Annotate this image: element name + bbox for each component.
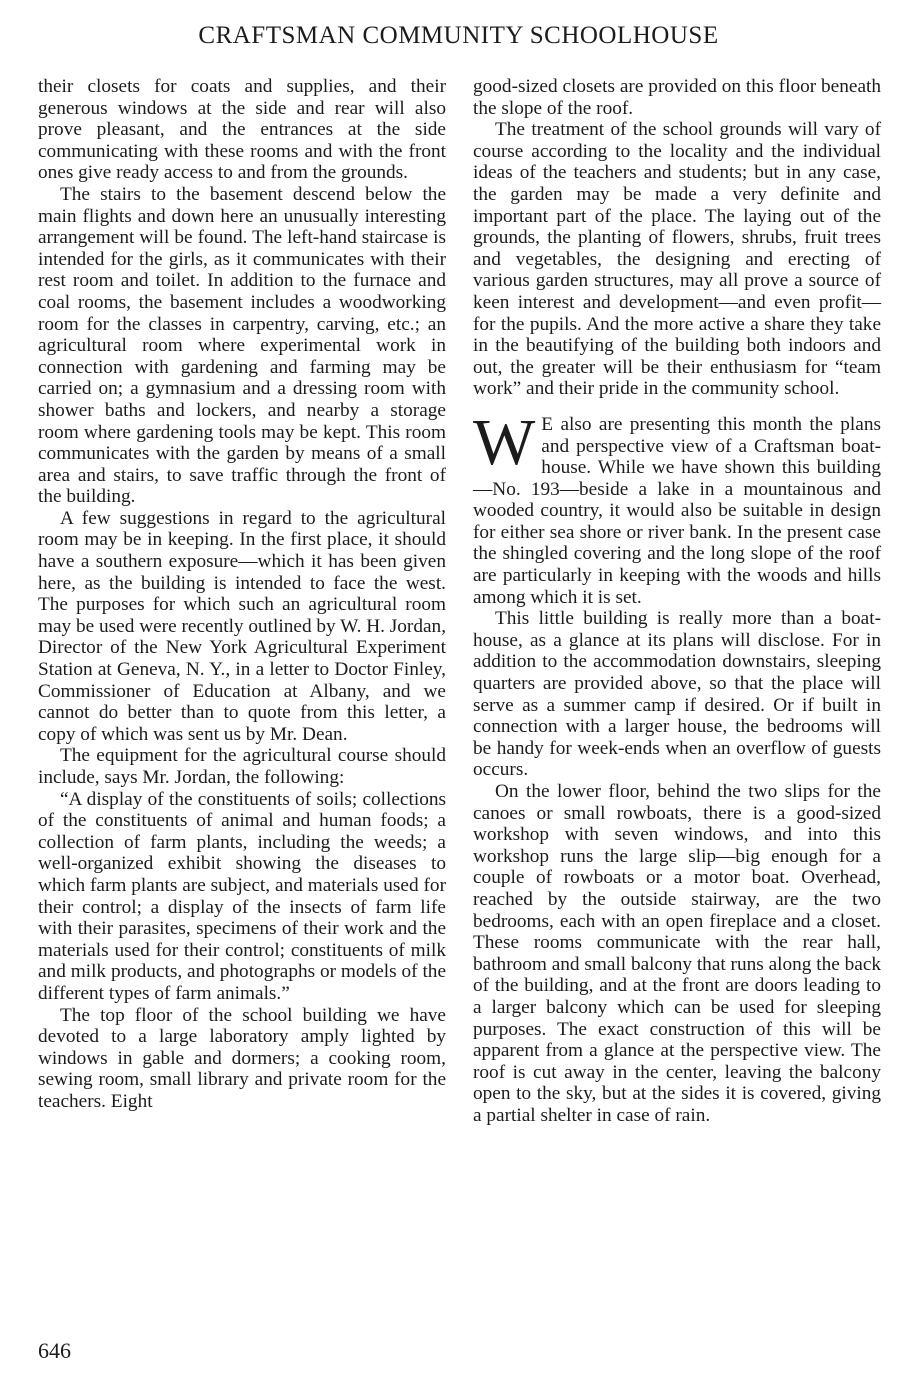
left-column xyxy=(38,76,446,1113)
right-column xyxy=(473,76,881,1127)
paragraph: This little building is really more than a boat-house, as a glance at its plans will disclose. For in addition to the accommodation downstairs, sleeping quarters are provided above, so that the place will serve as a summer camp if desired. Or if built in connection with a larger house, the bedrooms will be handy for week-ends when an overflow of guests occurs. xyxy=(473,608,881,781)
section-paragraph xyxy=(473,405,881,608)
paragraph: The equipment for the agricultural course should include, says Mr. Jordan, the following: xyxy=(38,745,446,788)
paragraph: good-sized closets are provided on this floor beneath the slope of the roof. xyxy=(473,76,881,119)
paragraph: On the lower floor, behind the two slips for the canoes or small rowboats, there is a good-sized workshop with seven windows, and into this workshop runs the large slip—big enough for a couple of rowboats or a motor boat. Overhead, reached by the outside stairway, are the two bedrooms, each with an open fireplace and a closet. These rooms communicate with the rear hall, bathroom and small balcony that runs along the back of the building, and at the front are doors leading to a larger balcony which can be used for sleeping purposes. The exact construction of this will be apparent from a glance at the perspective view. The roof is cut away in the center, leaving the balcony open to the sky, but at the sides it is covered, giving a partial shelter in case of rain. xyxy=(473,781,882,1126)
paragraph: their closets for coats and supplies, and their generous windows at the side and rear will also prove pleasant, and the entrances at the side communicating with these rooms and with the front ones give ready access to and from the grounds. xyxy=(38,76,446,184)
paragraph-text: E also are presenting this month the plans and perspective view of a Craftsman boat-house. While we have shown this building—No. 193—beside a lake in a mountainous and wooded country, it would also be suitable in design for either sea shore or river bank. In the present case the shingled covering and the long slope of the roof are particularly in keeping with the woods and hills among which it is set. xyxy=(473,413,881,608)
page-number: 646 xyxy=(38,1338,71,1363)
paragraph: A few suggestions in regard to the agricultural room may be in keeping. In the first place, it should have a southern exposure—which it has been given here, as the building is intended to face the west. The purposes for which such an agricultural room may be used were recently outlined by W. H. Jordan, Director of the New York Agricultural Experiment Station at Geneva, N. Y., in a letter to Doctor Finley, Commissioner of Education at Albany, and we cannot do better than to quote from this letter, a copy of which was sent us by Mr. Dean. xyxy=(38,507,447,745)
paragraph: The stairs to the basement descend below the main flights and down here an unusually interesting arrangement will be found. The left-hand staircase is intended for the girls, as it communicates with their rest room and toilet. In addition to the furnace and coal rooms, the basement includes a woodworking room for the classes in carpentry, carving, etc.; an agricultural room where experimental work in connection with gardening and farming may be carried on; a gymnasium and a dressing room with shower baths and lockers, and nearby a storage room where gardening tools may be kept. This room communicates with the garden by means of a small area and stairs, to save traffic through the front of the building. xyxy=(38,183,446,508)
page-title: CRAFTSMAN COMMUNITY SCHOOLHOUSE xyxy=(198,22,719,49)
paragraph: The treatment of the school grounds will vary of course according to the locality and the individual ideas of the teachers and students; but in any case, the garden may be made a very definite and important part of the place. The laying out of the grounds, the planting of flowers, shrubs, fruit trees and vegetables, the designing and erecting of various garden structures, may all prove a source of keen interest and development—and even profit—for the pupils. And the more active a share they take in the beautifying of the building both indoors and out, the greater will be their enthusiasm for “team work” and their pride in the community school. xyxy=(473,119,881,400)
paragraph: The top floor of the school building we have devoted to a large laboratory amply lighted by windows in gable and dormers; a cooking room, sewing room, small library and private room for the teachers. Eight xyxy=(38,1004,446,1112)
drop-cap: W xyxy=(473,405,536,479)
quotation-paragraph: “A display of the constituents of soils; collections of the constituents of animal and human foods; a collection of farm plants, including the weeds; a well-organized exhibit showing the diseases to which farm plants are subject, and materials used for their control; a display of the insects of farm life with their parasites, specimens of their work and the materials used for their control; constituents of milk and milk products, and photographs or models of the different types of farm animals.” xyxy=(38,788,446,1004)
